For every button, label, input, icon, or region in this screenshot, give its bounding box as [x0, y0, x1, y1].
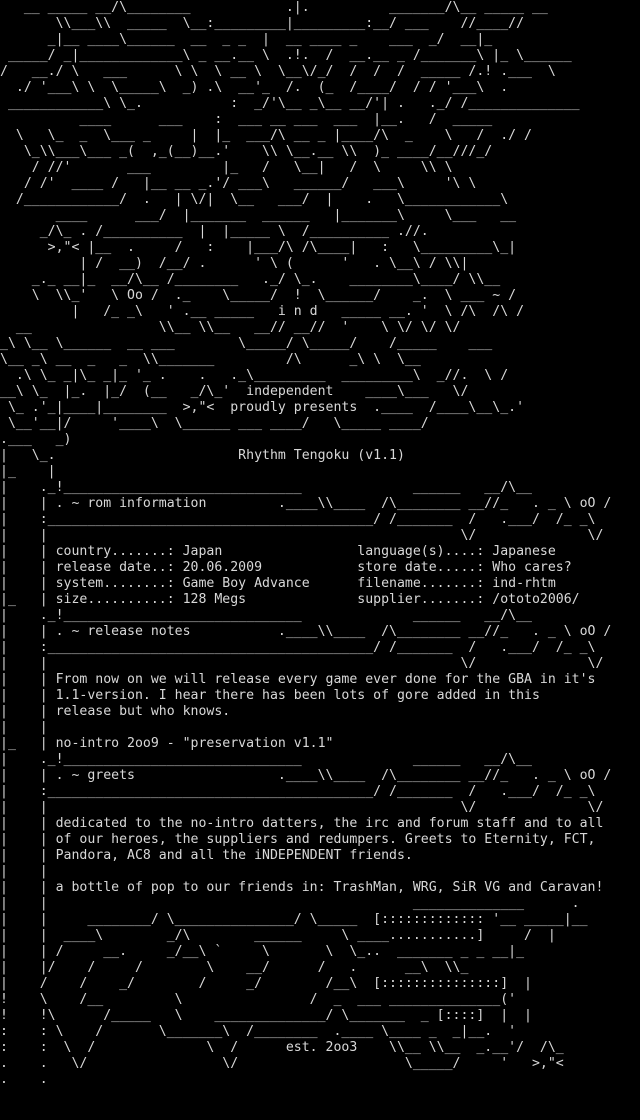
nfo-line: \ \\_' \ Oo / ._ \_____/ ! \______/ _. \ ___ ~ /: [0, 288, 517, 303]
nfo-line: ! !\ /_____ \ ______________/ \_______ _ [::::] | |: [0, 1008, 532, 1023]
nfo-line: _____/ _|_____________\ _ __.__ \ .!. / __.__ _ /_______\ |_ \______: [0, 48, 572, 63]
nfo-line: | | ______________ .: [0, 896, 580, 911]
nfo-line: / //' ___ |_ / \__| / \ \\ \: [0, 160, 453, 175]
nfo-line: ./ '___\ \ \_____\ _) .\ __'_ /. (_ /____/ / / '___\ .: [0, 80, 509, 95]
nfo-line: | | From now on we will release every game ever done for the GBA in it's: [0, 672, 596, 687]
nfo-line: | | system........: Game Boy Advance filename.......: ind-rhtm: [0, 576, 556, 591]
nfo-line: |_ | size..........: 128 Megs supplier.......: /ototo2006/: [0, 592, 580, 607]
nfo-line: | |: [0, 864, 48, 879]
nfo-line: | | . ~ rom information .____\\____ /\________ __//_ . _ \ oO /: [0, 496, 612, 511]
nfo-line: | ._!______________________________ ______ __/\__: [0, 752, 532, 767]
nfo-line: |_ |: [0, 464, 56, 479]
nfo-line: ____ ___/ |_______ ______ |_______\ \___ __: [0, 208, 517, 223]
nfo-line: | |: [0, 720, 48, 735]
nfo-line: | | \/ \/: [0, 800, 604, 815]
nfo-line: \_\\___\___ _( ,_(__)__.' \\ \__.__ \\ )_ ____/__///_/: [0, 144, 493, 159]
nfo-line: | | a bottle of pop to our friends in: TrashMan, WRG, SiR VG and Caravan!: [0, 880, 604, 895]
nfo-line: |_ | no-intro 2oo9 - "preservation v1.1": [0, 736, 334, 751]
nfo-line: .\ \_ _|\_ _|_ '_ . . ._\_________ _________\ _//. \ /: [0, 368, 509, 383]
nfo-line: | /_ _\ ' .__ _____ i n d _____ __. ' \ /\ /\ /: [0, 304, 525, 319]
nfo-line: | |/ / / \ __/ / . __\ \\_: [0, 960, 469, 975]
nfo-line: | | . ~ release notes .____\\____ /\________ __//_ . _ \ oO /: [0, 624, 612, 639]
nfo-line: | / __) /__/ . ' \ ( ' . \__\ / \\|: [0, 256, 469, 271]
nfo-line: | | of our heroes, the suppliers and redumpers. Greets to Eternity, FCT,: [0, 832, 596, 847]
nfo-line: _\ \__ \______ __ ___ \_____/ \_____/ /_____ ___: [0, 336, 493, 351]
nfo-line: | ._!______________________________ ______ __/\__: [0, 608, 532, 623]
nfo-line: | :_________________________________________/ /_______ / .___/ /_ _\: [0, 512, 596, 527]
nfo-line: | | ____\ _/\ ______ \ ____...........] / |: [0, 928, 556, 943]
nfo-line: | :_________________________________________/ /_______ / .___/ /_ _\: [0, 640, 596, 655]
nfo-line: \_ .'_|____|________ >,"< proudly presents .____ /____\__\_.': [0, 400, 525, 415]
nfo-line: | | ________/ \_______________/ \_____ [::::::::::::: '__ _____|__: [0, 912, 588, 927]
nfo-line: | ._!______________________________ ______ __/\__: [0, 480, 532, 495]
nfo-line: | | country.......: Japan language(s)....: Japanese: [0, 544, 556, 559]
nfo-line: ! \ /__ \ / _ ___ ______________(': [0, 992, 517, 1007]
nfo-line: : : \ / \_______\ /________ .____ \____ _ _|__. ': [0, 1024, 517, 1039]
nfo-line: __\ \_ |_. |_/ (__ _/\_' independent ____\___ \/: [0, 384, 469, 399]
nfo-line: _._ __|_ __/\__ /________ ._/ \_. ________\____/ \\__: [0, 272, 501, 287]
nfo-line: \ \_ _ \___ _ | |_ ___/\ __ _ |____/\ _ \ / ./ /: [0, 128, 532, 143]
nfo-line: | / / _/ / _/ /__\ [:::::::::::::::] |: [0, 976, 532, 991]
nfo-line: | | . ~ greets .____\\____ /\________ __//_ . _ \ oO /: [0, 768, 612, 783]
nfo-line: .___ _): [0, 432, 72, 447]
nfo-line: | \_. Rhythm Tengoku (v1.1): [0, 448, 405, 463]
nfo-line: >,"< |__ . / : |___/\ /\____| : \_________\_|: [0, 240, 517, 255]
nfo-line: | :_________________________________________/ /_______ / .___/ /_ _\: [0, 784, 596, 799]
nfo-line: \__'__|/ '____\ \______ ___ ____/ \_____ ____/: [0, 416, 429, 431]
nfo-line: | | release date..: 20.06.2009 store date.....: Who cares?: [0, 560, 572, 575]
nfo-line: _/\_ . /__________ | |_____ \ /__________ .//.: [0, 224, 429, 239]
nfo-line: ____ ___ : ___ __ ___ ___ |__. / _____: [0, 112, 517, 127]
nfo-line: | | release but who knows.: [0, 704, 231, 719]
nfo-line: / /' ____ / |__ __ _.'/ ___\ ______/ ___\ '\ \: [0, 176, 477, 191]
nfo-line: | | \/ \/: [0, 656, 604, 671]
nfo-line: _|__ ____\______ __ _ _ | __ ____ _ ___ _/ __|_: [0, 32, 493, 47]
nfo-line: . . \/ \/ \_____/ ' >,"<: [0, 1056, 564, 1071]
nfo-line: __ _____ __/\________ .|. _______/\__ _____ __: [0, 0, 548, 15]
nfo-line: | | Pandora, AC8 and all the iNDEPENDENT friends.: [0, 848, 413, 863]
nfo-line: | | \/ \/: [0, 528, 604, 543]
nfo-line: / __./ \ ___ \ \ \ __ \ \__\/_/ / / / _____ /.! .___ \: [0, 64, 556, 79]
nfo-line: \\___\\ _____ \__:_________|_________:__/ ___ //____//: [0, 16, 525, 31]
nfo-line: | | dedicated to the no-intro datters, the irc and forum staff and to all: [0, 816, 604, 831]
nfo-line: __ \\__ \\__ __// __// ' \ \/ \/ \/: [0, 320, 461, 335]
nfo-line: . .: [0, 1072, 48, 1087]
nfo-line: | | / __. _/__\ ` \ \ \_.. _______ _ _ __|_: [0, 944, 525, 959]
nfo-line: : : \ / \ / est. 2oo3 \\__ \\__ _.__'/ /\_: [0, 1040, 564, 1055]
nfo-line: | | 1.1-version. I hear there has been lots of gore added in this: [0, 688, 540, 703]
nfo-line: ____________\ \_. : _/'\__ _\__ __/'| . ._/ /______________: [0, 96, 580, 111]
nfo-line: /____________/ . | \/| \__ ___/ | . \____________\: [0, 192, 509, 207]
nfo-line: \__ _\ __ _ _ \\_______ /\ _\ \ \__: [0, 352, 421, 367]
